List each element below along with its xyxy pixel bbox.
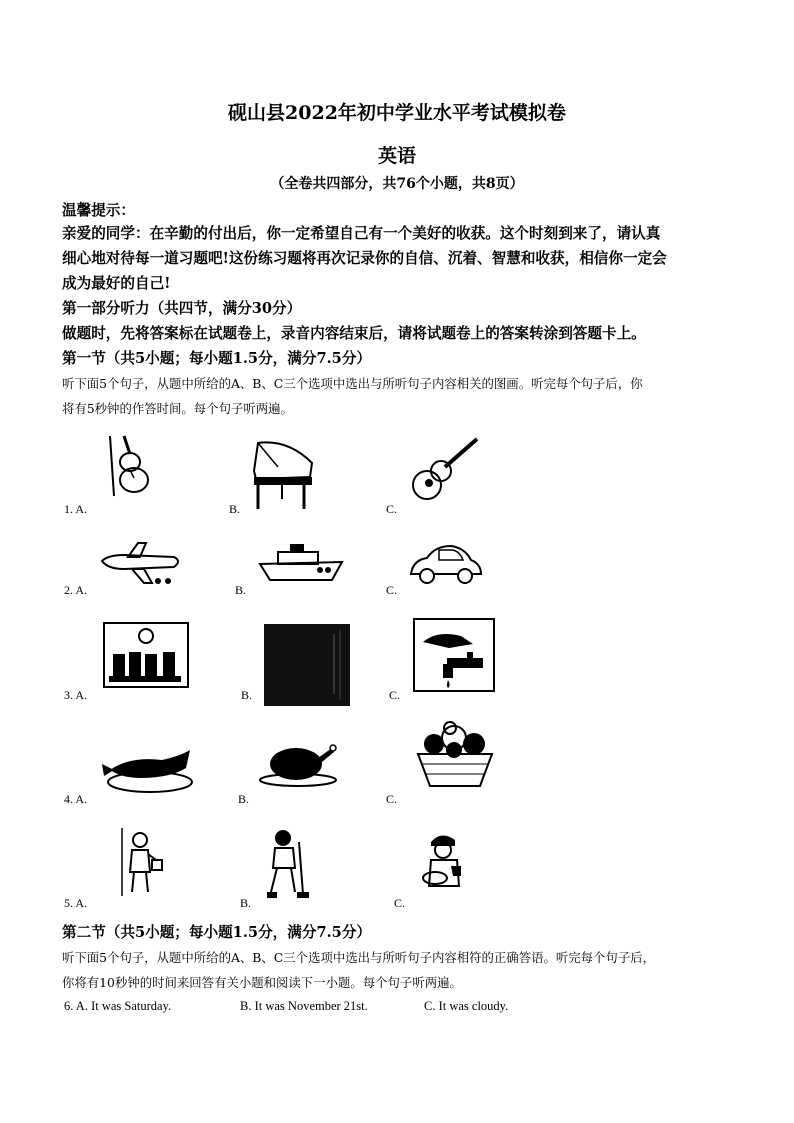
section1-desc-1: 听下面5个句子，从题中所给的A、B、C三个选项中选出与所听句子内容相关的图画。听完每个句子后，你 (62, 376, 643, 391)
q4-option-a: 4. A. (64, 792, 88, 806)
q2-option-c: C. (386, 583, 398, 597)
section2-title: 第二节（共5小题；每小题1.5分，满分7.5分） (62, 924, 372, 941)
boy-sweeping-icon (263, 828, 313, 900)
section1-desc-2: 将有5秒钟的作答时间。每个句子听两遍。 (62, 401, 293, 416)
intro-line-1: 亲爱的同学：在辛勤的付出后，你一定希望自己有一个美好的收获。这个时刻到来了，请认真 (62, 225, 661, 242)
airplane-icon (98, 539, 184, 587)
q5-option-b: B. (240, 896, 252, 910)
part1-title: 第一部分听力（共四节，满分30分） (62, 300, 302, 317)
subject-title: 英语 (377, 145, 416, 167)
car-icon (405, 542, 485, 586)
q5-option-a: 5. A. (64, 896, 88, 910)
q3-option-c: C. (389, 688, 401, 702)
recycling-bins-icon (103, 622, 189, 688)
part1-instruction: 做题时，先将答案标在试题卷上，录音内容结束后，请将试题卷上的答案转涂到答题卡上。 (62, 325, 646, 342)
q1-option-b: B. (229, 502, 241, 516)
intro-line-2: 细心地对待每一道习题吧!这份练习题将再次记录你的自信、沉着、智慧和收获，相信你一定会 (62, 250, 667, 267)
section1-title: 第一节（共5小题；每小题1.5分，满分7.5分） (62, 350, 372, 367)
roast-chicken-icon (258, 738, 340, 788)
intro-label: 温馨提示： (62, 202, 135, 219)
q3-option-b: B. (241, 688, 253, 702)
dark-board-icon (264, 624, 350, 706)
q2-option-a: 2. A. (64, 583, 88, 597)
section2-desc-2: 你将有10秒钟的时间来回答有关小题和阅读下一小题。每个句子听两遍。 (62, 975, 462, 990)
intro-line-3: 成为最好的自己! (62, 275, 171, 292)
q6-option-c: C. It was cloudy. (424, 999, 509, 1013)
piano-icon (248, 437, 318, 513)
boy-washing-icon (417, 830, 467, 900)
exam-subtitle: （全卷共四部分，共76个小题，共8页） (270, 176, 524, 192)
q6-option-a: 6. A. It was Saturday. (64, 999, 172, 1013)
fish-plate-icon (100, 738, 196, 796)
q5-option-c: C. (394, 896, 406, 910)
guitar-icon (405, 433, 485, 505)
q1-option-c: C. (386, 502, 398, 516)
ship-icon (256, 540, 346, 584)
q4-option-b: B. (238, 792, 250, 806)
q4-option-c: C. (386, 792, 398, 806)
q2-option-b: B. (235, 583, 247, 597)
exam-title: 砚山县2022年初中学业水平考试模拟卷 (228, 102, 566, 124)
q3-option-a: 3. A. (64, 688, 88, 702)
section2-desc-1: 听下面5个句子，从题中所给的A、B、C三个选项中选出与所听句子内容相符的正确答语。听完每个句子后， (62, 950, 655, 965)
violin-icon (100, 432, 160, 498)
water-tap-icon (413, 618, 495, 692)
q1-option-a: 1. A. (64, 502, 88, 516)
q6-option-b: B. It was November 21st. (240, 999, 368, 1013)
fruit-basket-icon (410, 720, 500, 792)
girl-bucket-icon (118, 828, 164, 896)
